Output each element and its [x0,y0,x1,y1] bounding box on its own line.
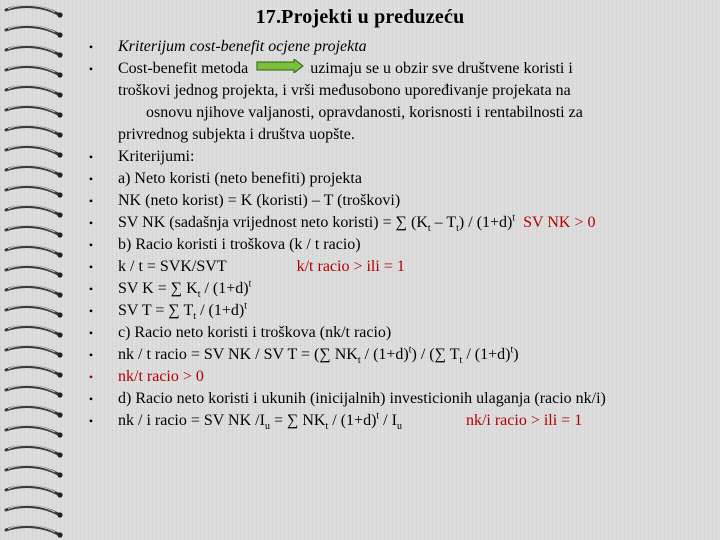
spiral-hole [57,72,62,77]
list-item [84,300,684,322]
bullet-icon: • [88,348,94,363]
spiral-hole [57,252,62,257]
page-title: 17.Projekti u preduzeću [255,6,465,28]
spiral-hole [57,352,62,357]
spiral-hole [57,452,62,457]
spiral-hole [57,412,62,417]
bullet-icon: • [88,326,94,341]
list-item [84,322,684,344]
condition-text: nk/i racio > ili = 1 [465,412,583,430]
bullet-icon: • [88,40,94,54]
list-item [84,410,684,432]
formula: SV NK (sadašnja vrijednost neto koristi) = ∑ $(K_t - T_t) / (1+d)^t$ [118,213,516,235]
bullet-icon: • [88,370,94,385]
bullet-icon: • [88,62,94,76]
item-text: d) Racio neto koristi i ukunih (inicijalnih) investicionih ulaganja (racio nk/i) [118,390,606,408]
list-item [84,388,684,410]
item-text: Kriterijum cost-benefit ocjene projekta [118,38,367,55]
spiral-hole [57,152,62,157]
spiral-hole [57,132,62,137]
spiral-hole [57,372,62,377]
formula: k / t = SVK/SVT [118,258,227,276]
item-text: Kriterijumi: [118,148,195,166]
item-text: Cost-benefit metoda [118,60,249,77]
item-text: uzimaju se u obzir sve društvene koristi i [310,60,573,77]
condition-text: nk/t racio > 0 [118,368,204,386]
bullet-icon: • [88,172,94,187]
formula: SV T = ∑ $T_t / (1+d)^t$ [118,301,247,323]
spiral-hole [57,172,62,177]
list-item [84,278,684,300]
item-text: privrednog subjekta i društva uopšte. [118,126,355,144]
bullet-icon: • [88,260,94,275]
spiral-hole [57,512,62,517]
item-text: b) Racio koristi i troškova (k / t racio) [118,236,361,254]
spiral-hole [57,212,62,217]
spiral-hole [57,52,62,57]
list-item [84,168,684,190]
spiral-hole [57,92,62,97]
bullet-icon: • [88,150,94,165]
right-arrow-icon [256,58,304,80]
list-item [84,212,684,234]
condition-text: k/t racio > ili = 1 [296,258,405,276]
bullet-icon: • [88,282,94,297]
formula: nk / i racio = SV NK $/I_u$ = ∑ $NK_t / (1+d)^t / I_u$ [118,411,402,433]
item-text: osnovu njihove valjanosti, opravdanosti, korisnosti i rentabilnosti za [146,104,583,122]
spiral-hole [57,272,62,277]
item-text: troškovi jednog projekta, i vrši međusobono upoređivanje projekata na [118,82,571,100]
spiral-hole [57,492,62,497]
item-text: c) Racio neto koristi i troškova (nk/t racio) [118,324,392,342]
spiral-hole [57,292,62,297]
bullet-icon: • [88,392,94,407]
formula: SV K = ∑ $K_t / (1+d)^t$ [118,279,252,301]
spiral-binding [0,0,72,540]
bullet-icon: • [88,216,94,231]
condition-text: SV NK > 0 [523,214,596,232]
list-item [84,344,684,366]
list-item [84,256,684,278]
spiral-hole [57,192,62,197]
list-item [84,234,684,256]
list-item [84,146,684,168]
spiral-hole [57,392,62,397]
spiral-hole [57,332,62,337]
bullet-list [84,36,684,432]
bullet-icon: • [88,194,94,209]
spiral-hole [57,312,62,317]
formula: nk / t racio = SV NK / SV T = (∑ $NK_t / (1+d)^t$) / (∑ $T_t / (1+d)^t$) [118,345,519,367]
spiral-hole [57,232,62,237]
list-item [84,58,684,146]
spiral-hole [57,472,62,477]
bullet-icon: • [88,238,94,253]
bullet-icon: • [88,414,94,429]
item-text: a) Neto koristi (neto benefiti) projekta [118,170,362,188]
spiral-hole [57,112,62,117]
spiral-hole [57,432,62,437]
item-text: NK (neto korist) = K (koristi) – T (troškovi) [118,192,401,210]
list-item [84,36,684,58]
list-item [84,190,684,212]
bullet-icon: • [88,304,94,319]
spiral-hole [57,532,62,537]
list-item [84,366,684,388]
